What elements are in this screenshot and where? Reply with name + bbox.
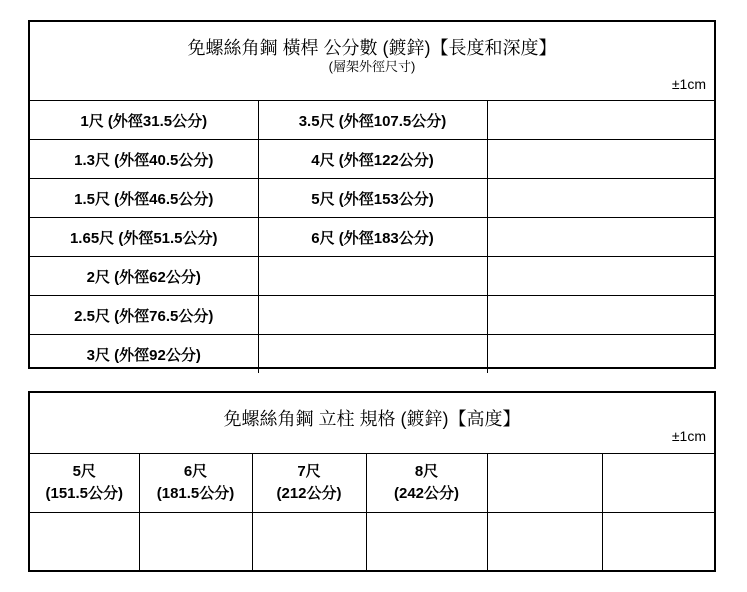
- size-cell: [30, 513, 139, 572]
- size-cell: [258, 296, 487, 335]
- size-cell: [487, 335, 714, 374]
- cm-label: (212公分): [276, 485, 342, 502]
- size-cell: 3尺 (外徑92公分): [30, 335, 258, 374]
- size-cell: [258, 335, 487, 374]
- cm-label: (181.5公分): [156, 485, 235, 502]
- horizontal-beam-tolerance: ±1cm: [671, 76, 706, 92]
- size-label: 8尺: [414, 463, 439, 480]
- size-cell: [252, 513, 366, 572]
- horizontal-beam-spec-table: [28, 20, 716, 369]
- size-cell: [487, 218, 714, 257]
- size-label: 7尺: [297, 463, 321, 480]
- upright-post-spec-table: [28, 391, 716, 572]
- size-cell: [258, 257, 487, 296]
- table-row: [30, 454, 714, 513]
- table-row: [30, 335, 714, 374]
- size-cell: 1.5尺 (外徑46.5公分): [30, 179, 258, 218]
- size-cell: 1.3尺 (外徑40.5公分): [30, 140, 258, 179]
- size-cell: 2尺 (外徑62公分): [30, 257, 258, 296]
- size-cell: [487, 179, 714, 218]
- table-row: [30, 140, 714, 179]
- size-cell: 3.5尺 (外徑107.5公分): [258, 101, 487, 140]
- table-row: [30, 257, 714, 296]
- horizontal-beam-title: 免螺絲角鋼 橫桿 公分數 (鍍鋅)【長度和深度】: [187, 38, 557, 58]
- size-cell: [487, 513, 602, 572]
- table-row: [30, 218, 714, 257]
- size-cell: 1.65尺 (外徑51.5公分): [30, 218, 258, 257]
- horizontal-beam-size-grid: [30, 101, 714, 373]
- size-cell: 4尺 (外徑122公分): [258, 140, 487, 179]
- size-cell: [487, 257, 714, 296]
- size-cell: [602, 454, 714, 513]
- upright-post-size-grid: [30, 454, 714, 571]
- size-cell: [487, 296, 714, 335]
- table-row: [30, 101, 714, 140]
- upright-post-header: [30, 393, 714, 454]
- size-cell: [602, 513, 714, 572]
- size-cell: [487, 454, 602, 513]
- upright-post-title: 免螺絲角鋼 立柱 規格 (鍍鋅)【高度】: [223, 409, 521, 429]
- horizontal-beam-subtitle: (層架外徑尺寸): [328, 59, 416, 74]
- size-cell: [366, 454, 487, 513]
- size-label: 5尺: [72, 463, 96, 480]
- table-row: [30, 179, 714, 218]
- size-cell: 1尺 (外徑31.5公分): [30, 101, 258, 140]
- size-cell: 6尺 (外徑183公分): [258, 218, 487, 257]
- size-cell: [139, 454, 252, 513]
- size-cell: [366, 513, 487, 572]
- cm-label: (151.5公分): [45, 485, 124, 502]
- size-cell: [487, 101, 714, 140]
- table-row: [30, 296, 714, 335]
- cm-label: (242公分): [393, 485, 460, 502]
- upright-post-tolerance: ±1cm: [671, 428, 706, 444]
- horizontal-beam-header: [30, 22, 714, 101]
- size-cell: [487, 140, 714, 179]
- size-cell: 2.5尺 (外徑76.5公分): [30, 296, 258, 335]
- size-cell: 5尺 (外徑153公分): [258, 179, 487, 218]
- size-cell: [30, 454, 139, 513]
- size-cell: [252, 454, 366, 513]
- table-row: [30, 513, 714, 572]
- size-cell: [139, 513, 252, 572]
- size-label: 6尺: [183, 463, 208, 480]
